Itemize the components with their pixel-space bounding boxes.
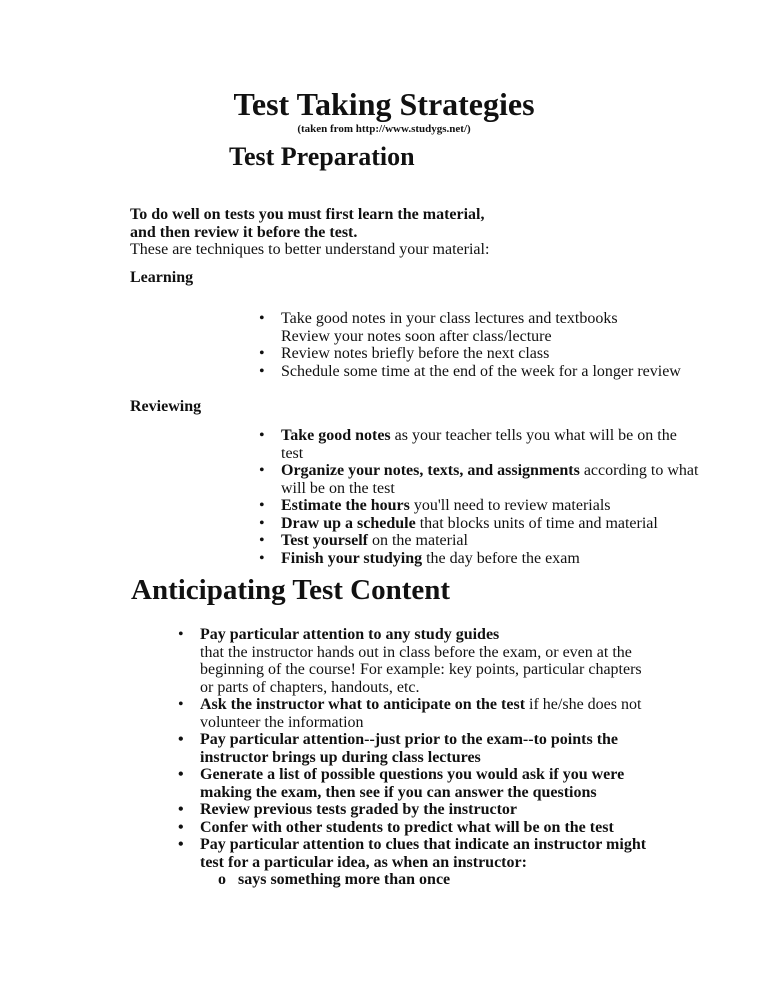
list-item: • Review notes briefly before the next class <box>259 345 550 362</box>
bullet-icon: • <box>259 462 265 479</box>
bullet-icon: • <box>259 514 265 532</box>
anticipating-list <box>178 626 655 889</box>
bullet-icon: • <box>178 836 184 853</box>
document-title: Test Taking Strategies <box>233 86 535 122</box>
list-item: • Test yourself on the material <box>259 532 468 549</box>
heading-test-preparation: Test Preparation <box>229 142 415 171</box>
list-item: • Ask the instructor what to anticipate on the test if he/she does not volunteer the information <box>178 696 642 731</box>
bullet-icon: • <box>178 766 184 783</box>
list-item: Review your notes soon after class/lecture <box>281 327 552 345</box>
bullet-icon: • <box>178 731 184 748</box>
bullet-icon: • <box>259 427 265 444</box>
list-item: • Pay particular attention to any study guides that the instructor hands out in class before the exam, or even at the beginning of the course! For example: key points, particular chapters or parts of chapters, handouts, etc. <box>178 626 642 696</box>
bullet-icon: • <box>259 497 265 514</box>
list-item: • Organize your notes, texts, and assignments according to what will be on the test <box>259 462 699 497</box>
bullet-icon: • <box>178 818 184 836</box>
circle-bullet-icon: o <box>218 871 226 888</box>
list-item: • Estimate the hours you'll need to review materials <box>259 497 611 514</box>
list-item: • Pay particular attention to clues that indicate an instructor might test for a particular idea, as when an instructor: o says something more than once <box>200 836 655 889</box>
reviewing-list <box>259 427 701 567</box>
bullet-icon: • <box>178 696 184 713</box>
bullet-icon: • <box>178 801 184 818</box>
list-item: • Generate a list of possible questions you would ask if you were making the exam, then see if you can answer the questions <box>178 766 625 801</box>
list-item: • Schedule some time at the end of the week for a longer review <box>259 362 681 380</box>
intro-paragraph <box>130 206 489 259</box>
bullet-icon: • <box>178 626 184 643</box>
list-item: • Finish your studying the day before the exam <box>259 549 580 567</box>
list-item: • Draw up a schedule that blocks units of time and material <box>259 514 658 532</box>
intro-text: These are techniques to better understand your material: <box>130 241 490 258</box>
heading-anticipating: Anticipating Test Content <box>131 574 451 606</box>
bullet-icon: • <box>259 532 265 549</box>
list-item: • Take good notes in your class lectures and textbooks <box>259 310 618 327</box>
sub-list <box>218 871 655 889</box>
bullet-icon: • <box>259 345 265 362</box>
heading-learning: Learning <box>130 269 194 286</box>
list-item: • Review previous tests graded by the instructor <box>178 801 518 818</box>
list-item: • Take good notes as your teacher tells you what will be on the test <box>259 427 677 462</box>
source-note: (taken from http://www.studygs.net/) <box>297 123 471 135</box>
bullet-icon: • <box>259 362 265 380</box>
learning-list <box>259 310 751 380</box>
sub-list-item: o says something more than once <box>218 871 451 888</box>
heading-reviewing: Reviewing <box>130 398 202 415</box>
intro-bold-1: To do well on tests you must first learn the material, <box>130 206 485 223</box>
bullet-icon: • <box>259 310 265 327</box>
list-item: • Confer with other students to predict what will be on the test <box>178 818 614 836</box>
bullet-icon: • <box>259 549 265 567</box>
intro-bold-2: and then review it before the test. <box>130 223 358 241</box>
list-item: • Pay particular attention--just prior to the exam--to points the instructor brings up during class lectures <box>178 731 619 766</box>
